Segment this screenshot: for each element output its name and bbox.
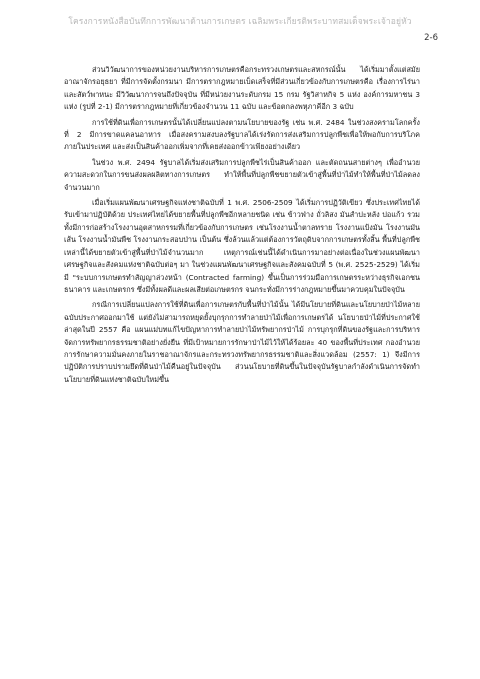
paragraph: เมื่อเริ่มแผนพัฒนาเศรษฐกิจแห่งชาติฉบับที่ 1 พ.ศ. 2506-2509 ได้เริ่มการปฏิวัติเขียว ซึ่งประเทศไทยได้รับเข้ามาปฏิบัติด้วย ประเทศไทยได้ขยายพื้นที่ปลูกพืชอีกหลายชนิด เช่น ข้าวฟ่าง ถั่วลิสง มันสำปะหลัง ปอแก้ว รวมทั้งมีการก่อสร้างโรงงานอุตสาหกรรมที่เกี่ยวข้องกับการเกษตร เช่นโรงงานน้ำตาลทราย โรงงานแป้งมัน โรงงานมันเส้น โรงงานน้ำมันพืช โรงงานกระสอบป่าน เป็นต้น ซึ่งล้วนแล้วแต่ต้องการวัตถุดิบจากการเกษตรทั้งสิ้น พื้นที่ปลูกพืชเหล่านี้ได้ขยายตัวเข้าสู่พื้นที่ป่าไม้จำนวนมาก เหตุการณ์เช่นนี้ได้ดำเนินการมาอย่างต่อเนื่องในช่วงแผนพัฒนาเศรษฐกิจและสังคมแห่งชาติฉบับต่อๆ มา ในช่วงแผนพัฒนาเศรษฐกิจและสังคมฉบับที่ 5 (พ.ศ. 2525-2529) ได้เริ่มมี "ระบบการเกษตรทำสัญญาล่วงหน้า (Contracted farming) ขึ้นเป็นการร่วมมือการเกษตรระหว่างธุรกิจเอกชน ธนาคาร และเกษตรกร ซึ่งมีทั้งผลดีและผลเสียต่อเกษตรกร จนกระทั่งมีการร่างกฎหมายขึ้นมาควบคุมในปัจจุบัน (64, 198, 420, 294)
paragraph: กรณีการเปลี่ยนแปลงการใช้ที่ดินเพื่อการเกษตรกับพื้นที่ป่าไม้นั้น ได้มีนโยบายที่ดินและนโยบายป่าไม้หลายฉบับประกาศออกมาใช้ แต่ยังไม่สามารถหยุดยั้งบุกรุกการทำลายป่าไม้เพื่อการเกษตรได้ นโยบายป่าไม้ที่ประกาศใช้ล่าสุดในปี 2557 คือ แผนแม่บทแก้ไขปัญหาการทำลายป่าไม้ทรัพยากรป่าไม้ การบุกรุกที่ดินของรัฐและการบริหารจัดการทรัพยากรธรรมชาติอย่างยั่งยืน ที่มีเป้าหมายการรักษาป่าไม้ไว้ให้ได้ร้อยละ 40 ของพื้นที่ประเทศ กองอำนวยการรักษาความมั่นคงภายในราชอาณาจักรและกระทรวงทรัพยากรธรรมชาติและสิ่งแวดล้อม (2557: 1) จึงมีการปฏิบัติการปราบปรามยึดที่ดินป่าไม้คืนอยู่ในปัจจุบัน ส่วนนโยบายที่ดินขึ้นในปัจจุบันรัฐบาลกำลังดำเนินการจัดทำนโยบายที่ดินแห่งชาติฉบับใหม่ขึ้น (64, 300, 420, 384)
running-header: โครงการหนังสือบันทึกการพัฒนาด้านการเกษตร เฉลิมพระเกียรติพระบาทสมเด็จพระเจ้าอยู่หัว (68, 17, 412, 27)
paragraph: ส่วนวิวัฒนาการของหน่วยงานบริหารการเกษตรคือกระทรวงเกษตรและสหกรณ์นั้น ได้เริ่มมาตั้งแต่สมัยอาณาจักรอยุธยา ที่มีการจัดตั้งกรมนา มีการตรากฎหมายเบ็ดเสร็จที่มีส่วนเกี่ยวข้องกับการเกษตรคือ เรื่องการไร่นาและสัตว์พาหนะ มีวิวัฒนาการจนถึงปัจจุบัน ที่มีหน่วยงานระดับกรม 15 กรม รัฐวิสาหกิจ 5 แห่ง องค์การมหาชน 3 แห่ง (รูปที่ 2-1) มีการตรากฎหมายที่เกี่ยวข้องจำนวน 11 ฉบับ และข้อตกลงพหุภาคีอีก 3 ฉบับ (64, 65, 420, 112)
body-text (64, 64, 420, 389)
paragraph: ในช่วง พ.ศ. 2494 รัฐบาลได้เริ่มส่งเสริมการปลูกพืชไร่เป็นสินค้าออก และตัดถนนสายต่างๆ เพื่ออำนวยความสะดวกในการขนส่งผลผลิตทางการเกษตร ทำให้พื้นที่ปลูกพืชขยายตัวเข้าสู่พื้นที่ป่าไม้ทำให้พื้นที่ป่าไม้ลดลงจำนวนมาก (64, 157, 420, 192)
page-number: 2-6 (424, 33, 438, 43)
paragraph: การใช้ที่ดินเพื่อการเกษตรนั้นได้เปลี่ยนแปลงตามนโยบายของรัฐ เช่น พ.ศ. 2484 ในช่วงสงครามโลกครั้งที่ 2 มีการขาดแคลนอาหาร เมื่อสงครามสงบลงรัฐบาลได้เร่งรัดการส่งเสริมการปลูกพืชเพื่อให้พอกับการบริโภคภายในประเทศ และส่งเป็นสินค้าออกเพิ่มจากที่เคยส่งออกข้าวเพียงอย่างเดียว (64, 117, 420, 152)
